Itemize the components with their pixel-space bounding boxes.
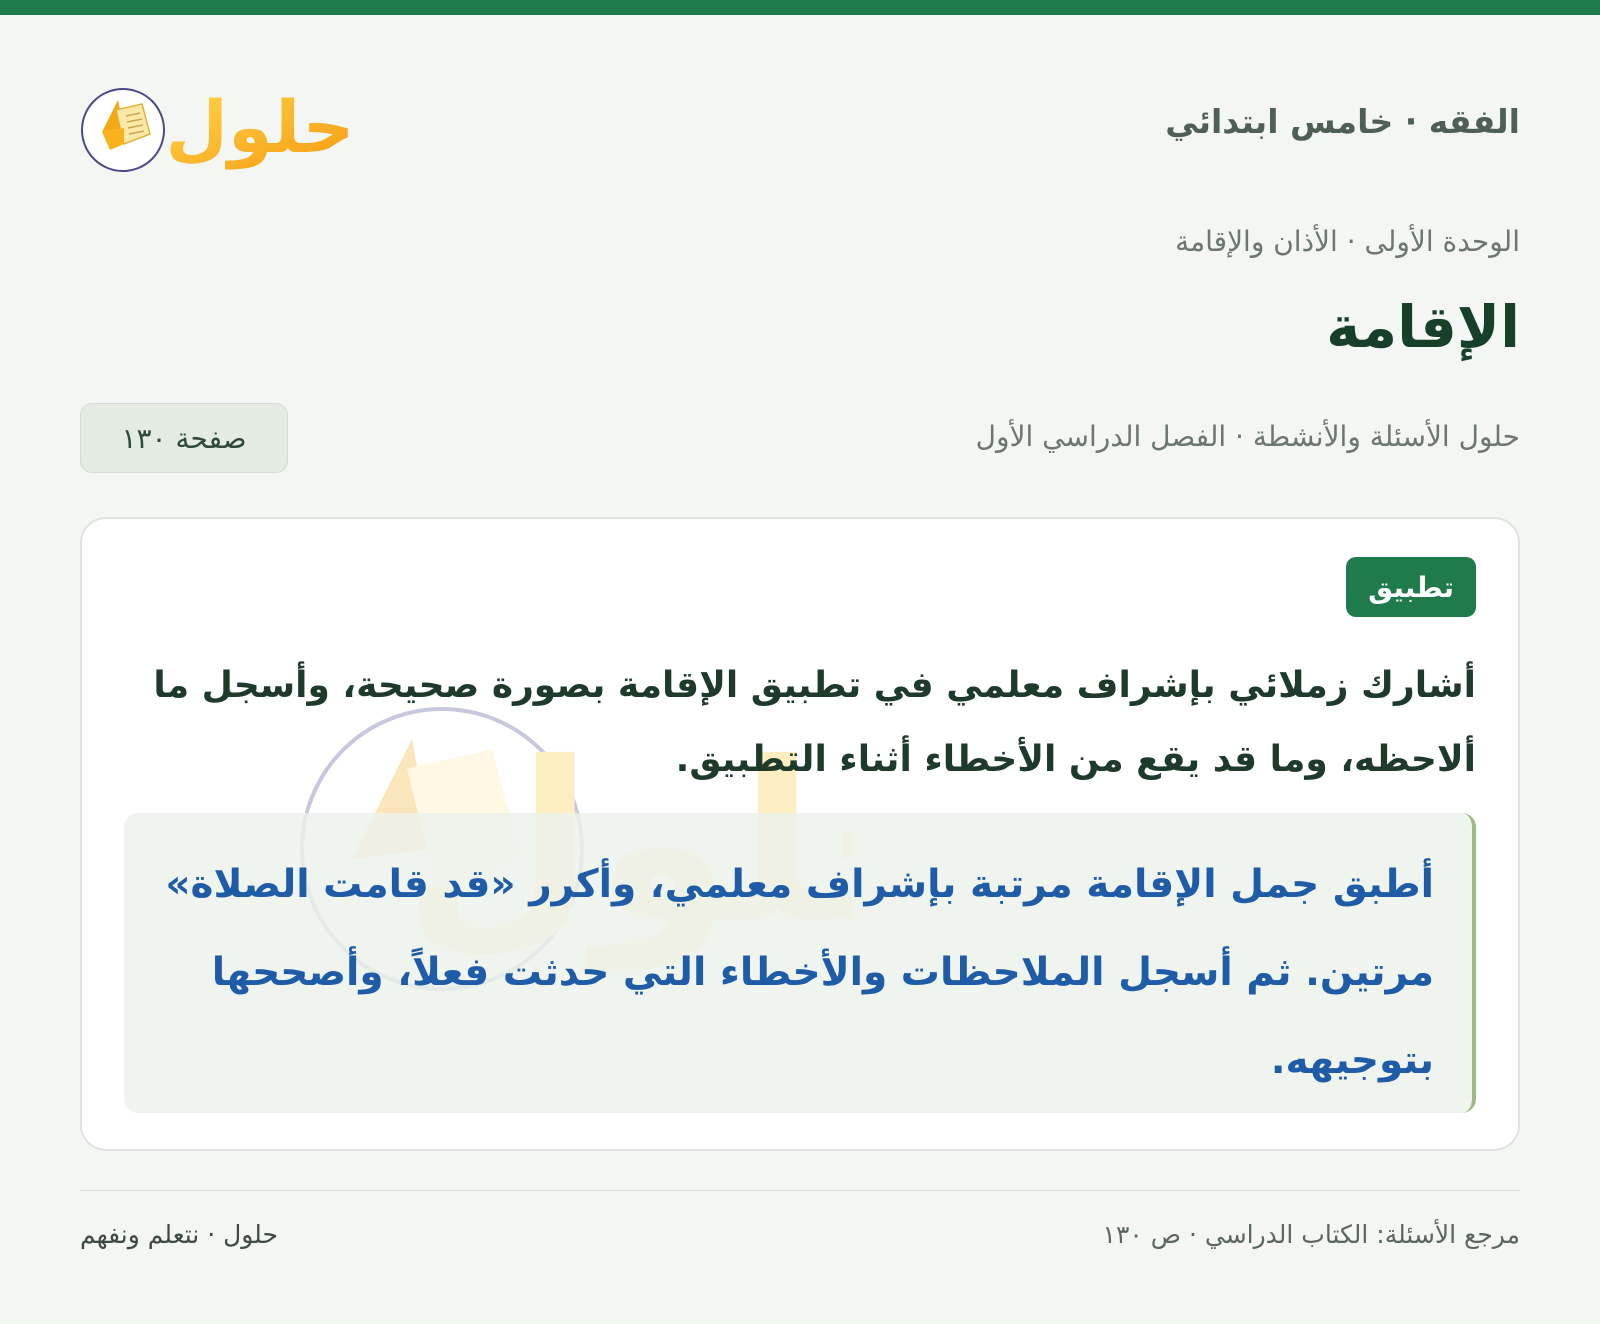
answer-box bbox=[124, 813, 1476, 1113]
activity-type-badge: تطبيق bbox=[1346, 557, 1476, 617]
footer-reference: مرجع الأسئلة: الكتاب الدراسي · ص ١٣٠ bbox=[1102, 1220, 1520, 1249]
footer-brand[interactable]: حلول · نتعلم ونفهم bbox=[80, 1220, 278, 1249]
answer-text: أطبق جمل الإقامة مرتبة بإشراف معلمي، وأكرر «قد قامت الصلاة» مرتين. ثم أسجل الملاحظات والأخطاء التي حدثت فعلاً، وأصححها بتوجيهه. bbox=[165, 862, 1434, 1083]
subject-label: الفقه · خامس ابتدائي bbox=[1165, 102, 1520, 141]
top-accent-bar bbox=[0, 0, 1600, 15]
unit-breadcrumb: الوحدة الأولى · الأذان والإقامة bbox=[1175, 225, 1520, 258]
footer-divider bbox=[80, 1190, 1520, 1191]
question-card bbox=[80, 517, 1520, 1151]
lesson-meta: حلول الأسئلة والأنشطة · الفصل الدراسي الأول bbox=[975, 420, 1520, 453]
page-number-badge: صفحة ١٣٠ bbox=[80, 403, 288, 473]
page-title: الإقامة bbox=[1326, 293, 1520, 361]
logo-text: حلول bbox=[165, 85, 355, 169]
page bbox=[80, 15, 1520, 1324]
question-text: أشارك زملائي بإشراف معلمي في تطبيق الإقامة بصورة صحيحة، وأسجل ما ألاحظه، وما قد يقع من الأخطاء أثناء التطبيق. bbox=[153, 665, 1476, 780]
site-logo[interactable] bbox=[80, 70, 360, 190]
header bbox=[80, 70, 1520, 190]
book-icon bbox=[80, 70, 360, 190]
